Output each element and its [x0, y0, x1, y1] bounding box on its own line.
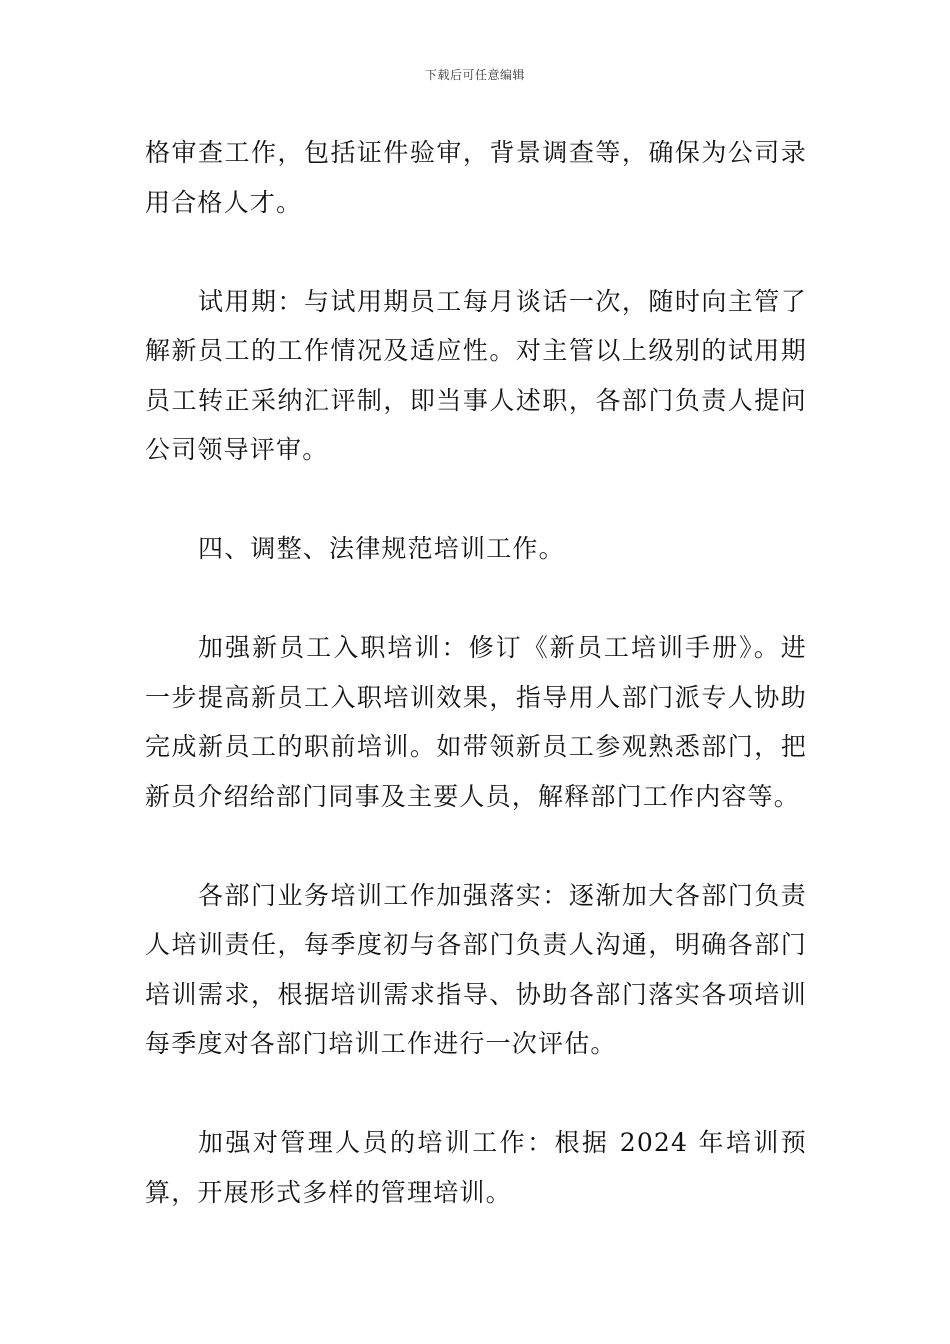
paragraph-screening: 格审查工作，包括证件验审，背景调查等，确保为公司录用合格人才。 — [145, 138, 807, 217]
paragraph-department-training: 各部门业务培训工作加强落实：逐渐加大各部门负责人培训责任，每季度初与各部门负责人沟通，明确各部门培训需求，根据培训需求指导、协助各部门落实各项培训每季度对各部门培训工作进行一次评估。 — [145, 880, 807, 1058]
paragraph-gap — [145, 475, 807, 525]
paragraph-management-training: 加强对管理人员的培训工作：根据 2024 年培训预算，开展形式多样的管理培训。 — [145, 1128, 807, 1207]
paragraph-gap — [145, 1069, 807, 1119]
paragraph-gap — [145, 227, 807, 277]
paragraph-gap — [145, 821, 807, 871]
paragraph-probation: 试用期：与试用期员工每月谈话一次，随时向主管了解新员工的工作情况及适应性。对主管以上级别的试用期员工转正采纳汇评制，即当事人述职，各部门负责人提问公司领导评审。 — [145, 286, 807, 464]
section-heading-training: 四、调整、法律规范培训工作。 — [198, 534, 565, 563]
document-body — [145, 128, 807, 1217]
paragraph-new-employee-training: 加强新员工入职培训：修订《新员工培训手册》。进一步提高新员工入职培训效果，指导用人部门派专人协助完成新员工的职前培训。如带领新员工参观熟悉部门，把新员介绍给部门同事及主要人员，解释部门工作内容等。 — [145, 633, 807, 811]
paragraph-gap — [145, 574, 807, 624]
page-header-note: 下载后可任意编辑 — [424, 68, 525, 82]
